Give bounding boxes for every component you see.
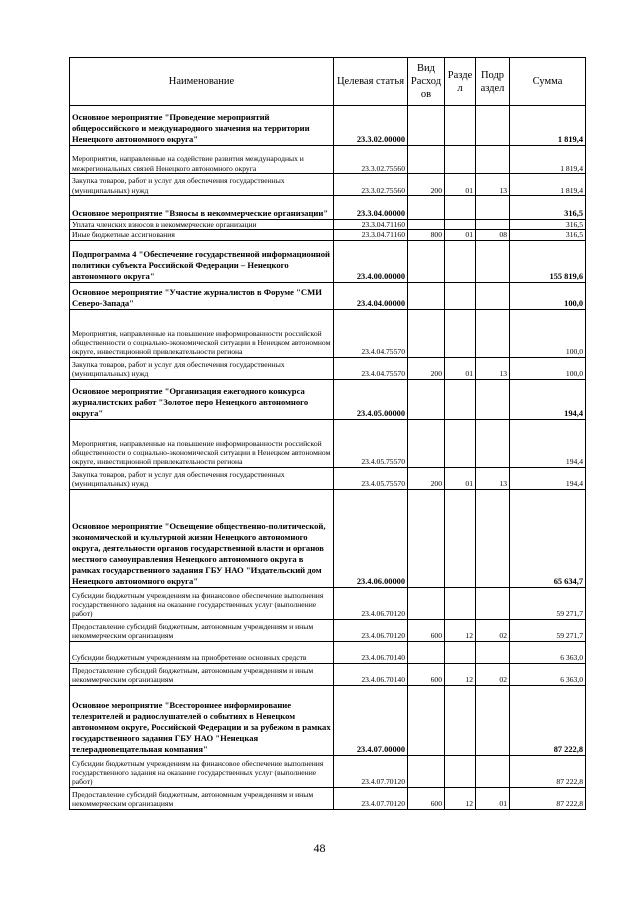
cell-code: 23.4.06.70120 xyxy=(334,587,408,619)
cell-summa: 59 271,7 xyxy=(510,619,586,641)
cell-razdel: 12 xyxy=(445,787,476,809)
cell-code: 23.4.06.70140 xyxy=(334,663,408,685)
cell-vid xyxy=(408,685,445,755)
cell-name: Иные бюджетные ассигнования xyxy=(70,230,334,240)
cell-code: 23.4.07.70120 xyxy=(334,787,408,809)
header-vid: Вид Расход ов xyxy=(408,58,445,106)
cell-podrazdel xyxy=(476,146,510,174)
header-razdel: Разде л xyxy=(445,58,476,106)
cell-name: Субсидии бюджетным учреждениям на финансовое обеспечение выполнения государственного задания на оказание государственных услуг (выполнение работ) xyxy=(70,587,334,619)
cell-razdel xyxy=(445,240,476,282)
cell-summa: 316,5 xyxy=(510,230,586,240)
budget-table xyxy=(69,57,586,810)
cell-razdel: 12 xyxy=(445,619,476,641)
cell-code: 23.3.04.71160 xyxy=(334,230,408,240)
header-summa: Сумма xyxy=(510,58,586,106)
cell-podrazdel xyxy=(476,220,510,230)
cell-vid: 600 xyxy=(408,619,445,641)
cell-name: Мероприятия, направленные на повышение информированности российской общественности о социально-экономической ситуации в Ненецком автономном округе, инвестиционной привлекательности региона xyxy=(70,309,334,357)
cell-name: Закупка товаров, работ и услуг для обеспечения государственных (муниципальных) нужд xyxy=(70,174,334,196)
cell-podrazdel xyxy=(476,489,510,587)
cell-podrazdel xyxy=(476,685,510,755)
cell-summa: 87 222,8 xyxy=(510,685,586,755)
cell-razdel xyxy=(445,685,476,755)
cell-summa: 1 819,4 xyxy=(510,146,586,174)
cell-name: Мероприятия, направленные на повышение информированности российской общественности о социально-экономической ситуации в Ненецком автономном округе, инвестиционной привлекательности региона xyxy=(70,419,334,467)
cell-vid xyxy=(408,282,445,309)
cell-vid xyxy=(408,419,445,467)
cell-podrazdel xyxy=(476,106,510,146)
cell-code: 23.4.05.00000 xyxy=(334,379,408,419)
cell-summa: 100,0 xyxy=(510,357,586,379)
cell-razdel: 12 xyxy=(445,663,476,685)
cell-podrazdel xyxy=(476,641,510,663)
cell-code: 23.4.05.75570 xyxy=(334,467,408,489)
cell-vid: 200 xyxy=(408,467,445,489)
table-row xyxy=(70,357,586,379)
cell-podrazdel: 13 xyxy=(476,174,510,196)
cell-code: 23.4.06.00000 xyxy=(334,489,408,587)
cell-summa: 1 819,4 xyxy=(510,174,586,196)
table-row xyxy=(70,419,586,467)
table-row xyxy=(70,489,586,587)
cell-summa: 316,5 xyxy=(510,196,586,220)
cell-vid xyxy=(408,220,445,230)
cell-code: 23.4.00.00000 xyxy=(334,240,408,282)
cell-name: Закупка товаров, работ и услуг для обеспечения государственных (муниципальных) нужд xyxy=(70,467,334,489)
cell-vid xyxy=(408,196,445,220)
cell-vid xyxy=(408,106,445,146)
cell-name: Закупка товаров, работ и услуг для обеспечения государственных (муниципальных) нужд xyxy=(70,357,334,379)
cell-razdel: 01 xyxy=(445,467,476,489)
cell-podrazdel: 13 xyxy=(476,357,510,379)
cell-code: 23.4.07.70120 xyxy=(334,755,408,787)
table-row xyxy=(70,663,586,685)
table-row xyxy=(70,174,586,196)
header-podrazdel: Подр аздел xyxy=(476,58,510,106)
cell-razdel: 01 xyxy=(445,174,476,196)
table-row xyxy=(70,641,586,663)
cell-code: 23.3.04.71160 xyxy=(334,220,408,230)
cell-vid xyxy=(408,146,445,174)
cell-code: 23.3.02.75560 xyxy=(334,174,408,196)
cell-razdel xyxy=(445,587,476,619)
cell-summa: 316,5 xyxy=(510,220,586,230)
cell-vid: 200 xyxy=(408,357,445,379)
cell-podrazdel xyxy=(476,379,510,419)
cell-podrazdel xyxy=(476,240,510,282)
cell-code: 23.4.04.00000 xyxy=(334,282,408,309)
table-row xyxy=(70,467,586,489)
table-row xyxy=(70,587,586,619)
cell-razdel: 01 xyxy=(445,230,476,240)
cell-code: 23.4.04.75570 xyxy=(334,357,408,379)
cell-summa: 87 222,8 xyxy=(510,755,586,787)
cell-podrazdel: 02 xyxy=(476,663,510,685)
cell-summa: 65 634,7 xyxy=(510,489,586,587)
cell-code: 23.4.06.70120 xyxy=(334,619,408,641)
cell-razdel xyxy=(445,309,476,357)
cell-summa: 6 363,0 xyxy=(510,663,586,685)
table-row xyxy=(70,220,586,230)
table-row xyxy=(70,282,586,309)
header-code: Целевая статья xyxy=(334,58,408,106)
table-header-row xyxy=(70,58,586,106)
cell-podrazdel: 02 xyxy=(476,619,510,641)
cell-podrazdel: 13 xyxy=(476,467,510,489)
cell-summa: 194,4 xyxy=(510,379,586,419)
cell-podrazdel xyxy=(476,282,510,309)
cell-code: 23.4.06.70140 xyxy=(334,641,408,663)
table-row xyxy=(70,106,586,146)
cell-podrazdel: 08 xyxy=(476,230,510,240)
cell-vid xyxy=(408,755,445,787)
cell-razdel xyxy=(445,146,476,174)
cell-name: Подпрограмма 4 "Обеспечение государственной информационной политики субъекта Российской Федерации – Ненецкого автономного округа" xyxy=(70,240,334,282)
cell-vid: 200 xyxy=(408,174,445,196)
table-row xyxy=(70,379,586,419)
page-number: 48 xyxy=(313,841,326,855)
cell-podrazdel: 01 xyxy=(476,787,510,809)
table-row xyxy=(70,146,586,174)
cell-vid xyxy=(408,489,445,587)
table-row xyxy=(70,196,586,220)
cell-name: Основное мероприятие "Проведение мероприятий общероссийского и международного значения на территории Ненецкого автономного округа" xyxy=(70,106,334,146)
table-row xyxy=(70,787,586,809)
cell-razdel xyxy=(445,755,476,787)
cell-podrazdel xyxy=(476,196,510,220)
cell-vid xyxy=(408,309,445,357)
cell-razdel xyxy=(445,489,476,587)
cell-summa: 1 819,4 xyxy=(510,106,586,146)
cell-razdel xyxy=(445,220,476,230)
cell-podrazdel xyxy=(476,587,510,619)
cell-name: Предоставление субсидий бюджетным, автономным учреждениям и иным некоммерческим организациям xyxy=(70,663,334,685)
table-row xyxy=(70,685,586,755)
cell-summa: 194,4 xyxy=(510,467,586,489)
cell-razdel: 01 xyxy=(445,357,476,379)
cell-name: Основное мероприятие "Всестороннее информирование телезрителей и радиослушателей о событиях в Ненецком автономном округе, Российской Федерации и за рубежом в рамках государственного задания ГБУ НАО "Ненецкая телерадиовещательная компания" xyxy=(70,685,334,755)
cell-name: Основное мероприятие "Организация ежегодного конкурса журналистских работ "Золотое перо Ненецкого автономного округа" xyxy=(70,379,334,419)
cell-name: Основное мероприятие "Взносы в некоммерческие организации" xyxy=(70,196,334,220)
cell-name: Предоставление субсидий бюджетным, автономным учреждениям и иным некоммерческим организациям xyxy=(70,619,334,641)
cell-vid: 600 xyxy=(408,663,445,685)
cell-code: 23.3.02.75560 xyxy=(334,146,408,174)
cell-name: Предоставление субсидий бюджетным, автономным учреждениям и иным некоммерческим организациям xyxy=(70,787,334,809)
cell-summa: 100,0 xyxy=(510,282,586,309)
cell-summa: 194,4 xyxy=(510,419,586,467)
cell-name: Основное мероприятие "Участие журналистов в Форуме "СМИ Северо-Запада" xyxy=(70,282,334,309)
cell-name: Мероприятия, направленные на содействие развития международных и межрегиональных связей Ненецкого автономного округа xyxy=(70,146,334,174)
cell-podrazdel xyxy=(476,419,510,467)
cell-code: 23.3.04.00000 xyxy=(334,196,408,220)
cell-razdel xyxy=(445,196,476,220)
cell-razdel xyxy=(445,641,476,663)
cell-podrazdel xyxy=(476,309,510,357)
table-row xyxy=(70,230,586,240)
cell-summa: 87 222,8 xyxy=(510,787,586,809)
cell-name: Субсидии бюджетным учреждениям на финансовое обеспечение выполнения государственного задания на оказание государственных услуг (выполнение работ) xyxy=(70,755,334,787)
cell-summa: 59 271,7 xyxy=(510,587,586,619)
cell-code: 23.4.05.75570 xyxy=(334,419,408,467)
cell-name: Уплата членских взносов в некоммерческие организации xyxy=(70,220,334,230)
cell-code: 23.4.07.00000 xyxy=(334,685,408,755)
cell-vid xyxy=(408,379,445,419)
cell-vid: 800 xyxy=(408,230,445,240)
table-row xyxy=(70,619,586,641)
header-name: Наименование xyxy=(70,58,334,106)
cell-vid xyxy=(408,240,445,282)
cell-vid: 600 xyxy=(408,787,445,809)
cell-vid xyxy=(408,641,445,663)
cell-code: 23.4.04.75570 xyxy=(334,309,408,357)
table-row xyxy=(70,240,586,282)
cell-razdel xyxy=(445,379,476,419)
cell-razdel xyxy=(445,106,476,146)
cell-name: Основное мероприятие "Освещение общественно-политической, экономической и культурной жизни Ненецкого автономного округа, деятельности органов государственной власти и органов местного самоуправления Ненецкого автономного округа в рамках государственного задания ГБУ НАО "Издательский дом Ненецкого автономного округа" xyxy=(70,489,334,587)
table-body xyxy=(70,106,586,810)
table-row xyxy=(70,309,586,357)
cell-name: Субсидии бюджетным учреждениям на приобретение основных средств xyxy=(70,641,334,663)
cell-summa: 155 819,6 xyxy=(510,240,586,282)
table-row xyxy=(70,755,586,787)
cell-razdel xyxy=(445,282,476,309)
cell-summa: 100,0 xyxy=(510,309,586,357)
cell-summa: 6 363,0 xyxy=(510,641,586,663)
cell-vid xyxy=(408,587,445,619)
cell-razdel xyxy=(445,419,476,467)
cell-code: 23.3.02.00000 xyxy=(334,106,408,146)
cell-podrazdel xyxy=(476,755,510,787)
